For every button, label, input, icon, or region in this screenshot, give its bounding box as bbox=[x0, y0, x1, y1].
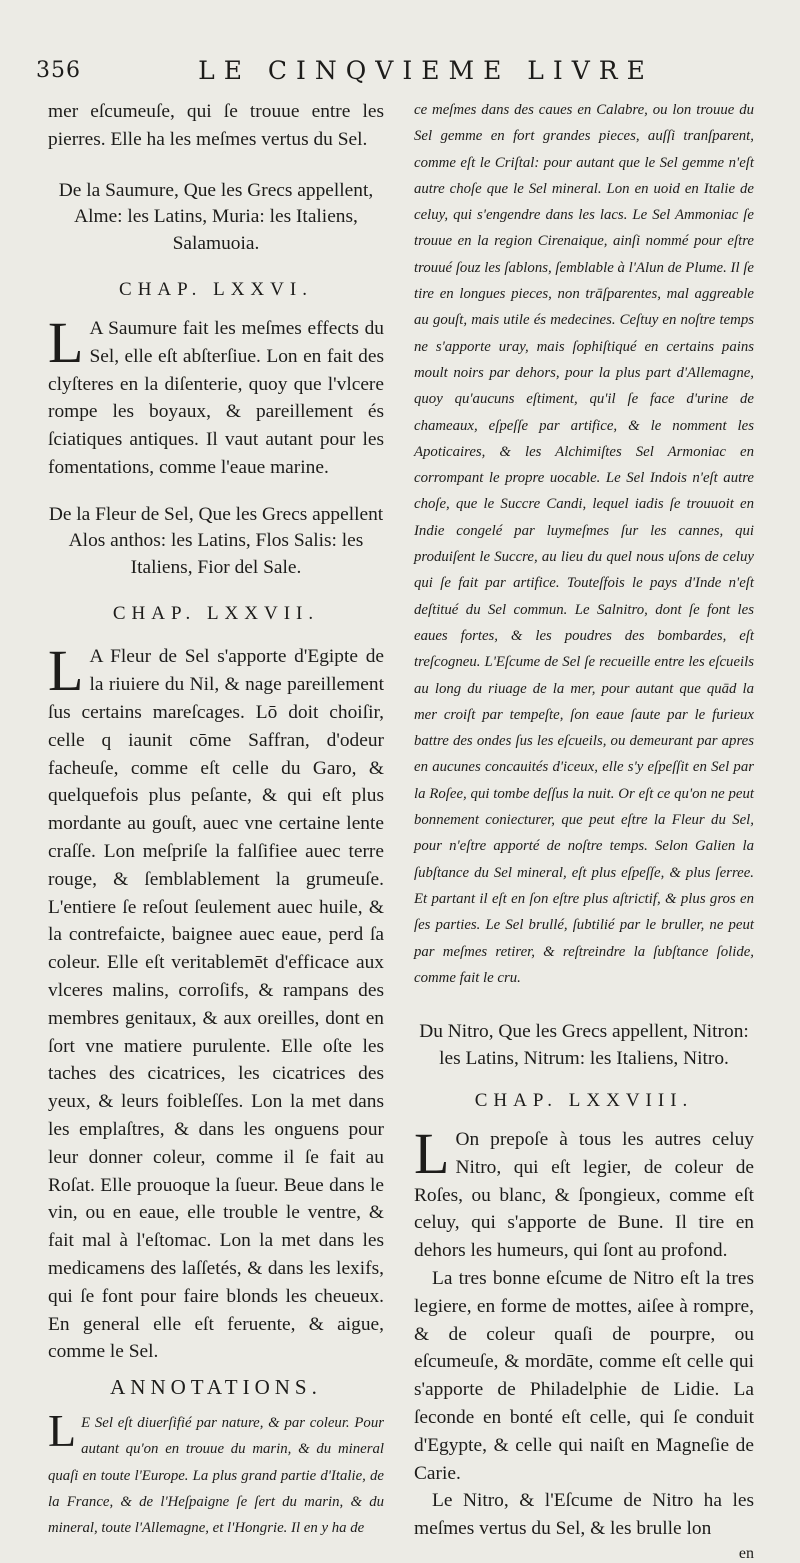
chapter-heading-77: CHAP. LXXVII. bbox=[112, 603, 320, 625]
running-title: LE CINQVIEME LIVRE bbox=[198, 56, 654, 85]
annotation-continuation: ce meſmes dans des caues en Calabre, ou lon trouue du Sel gemme en fort grandes pieces, auſſi tranſparent, comme eſt le Criſtal: pour autant que le Sel gemme n'eſt autre choſe que le Sel mineral. Lon en uoid en Italie de celuy, qui s'engendre dans les lacs. Le Sel Ammoniac ſe trouue en la region Cirenaique, ainſi nommé pour eſtre trouué ſouz les ſablons, ſemblable à l'Alun de Plume. Il ſe tire en longues pieces, non trāſparentes, mal aggreable au gouſt, mais utile és medecines. Ceſtuy en noſtre temps ne s'apporte uray, mais ſophiſtiqué en certains pains moult noirs par dehors, pour la plus part d'Allemagne, quoy qu'aucuns eſtiment, qu'il ſe face d'urine de chameaux, eſpeſſe par artifice, & le nomment les Apoticaires, & les Alchimiſtes Sel Armoniac en corrompant le propre uocable. Le Sel Indois n'eſt autre choſe, que le Succre Candi, lequel iadis ſe trouuoit en Indie congelé par luymeſmes ſur les cannes, qui produiſent le Succre, au lieu du quel nous uſons de celuy qui ſe fait par artifice. Touteſfois le pays d'Inde n'eſt deſtitué du Sel commun. Le Salnitro, dont ſe font les eaues fortes, & les poudres des bombardes, eſt treſcogneu. L'Eſcume de Sel ſe recueille entre les eſcueils au long du riuage de la mer, pour autant que quād la mer croiſt par tempeſte, ſon eaue ſaute par le furieux battre des ondes ſus les eſcueils, ou demeurant par apres en aucunes concauités d'iceux, elle s'y eſpeſſit en Sel par la Roſee, qui tombe deſſus la nuit. Or eſt ce qu'on ne peut bonnement coniecturer, que peut eſtre la Fleur du Sel, pour n'eſtre apporté de noſtre temps. Selon Galien la ſubſtance du Sel mineral, eſt plus eſpeſſe, & plus ſerree. Et partant il eſt en ſon eſtre plus aſtrictif, & plus gros en ſes parties. Le Sel brullé, ſubtilié par le bruller, ne peut par meſmes retirer, & reſtreindre la ſubſtance ſolide, comme fait le cru. bbox=[414, 102, 754, 986]
paragraph-text: A Saumure fait les meſmes effects du Sel, elle eſt abſterſiue. Lon en fait des clyſteres en la diſenterie, quoy que l'vlcere rompe les boyaux, & pareillement és ſciatiques antiques. Il vaut autant pour les fomentations, comme l'eaue marine. bbox=[48, 318, 384, 479]
paragraph-continuation: mer eſcumeuſe, qui ſe trouue entre les pierres. Elle ha les meſmes vertus du Sel. bbox=[48, 101, 384, 150]
left-column bbox=[48, 100, 384, 1542]
chapter-heading-76: CHAP. LXXVI. bbox=[119, 279, 313, 301]
paragraph-fleur-de-sel bbox=[48, 638, 384, 1366]
catchword: en bbox=[738, 1545, 754, 1563]
annotation-text: E Sel eſt diuerſifié par nature, & par coleur. Pour autant qu'on en trouue du marin, & du mineral quaſi en toute l'Europe. La plus grand partie d'Italie, de la France, & de l'Heſpaigne ſe ſert du marin, & du mineral, toute l'Allemagne, et l'Hongrie. Il en y ha de bbox=[48, 1415, 384, 1537]
paragraph-vertus: Le Nitro, & l'Eſcume de Nitro ha les meſmes vertus du Sel, & les brulle lon bbox=[414, 1490, 754, 1540]
section-title-saumure: De la Saumure, Que les Grecs appellent, Alme: les Latins, Muria: les Italiens, Salamuoia. bbox=[58, 179, 374, 254]
paragraph-text: On prepoſe à tous les autres celuy Nitro, qui eſt legier, de coleur de Roſes, ou blanc, & ſpongieux, comme eſt celuy, qui s'apporte de Bune. Il tire en dehors les humeurs, qui ſont au profond. bbox=[414, 1129, 754, 1262]
section-title-nitro: Du Nitro, Que les Grecs appellent, Nitron: les Latins, Nitrum: les Italiens, Nitro. bbox=[419, 1021, 749, 1069]
section-title-fleur-de-sel: De la Fleur de Sel, Que les Grecs appellent Alos anthos: les Latins, Flos Salis: les Italiens, Fior del Sale. bbox=[48, 503, 384, 578]
annotations-heading: ANNOTATIONS. bbox=[110, 1375, 322, 1400]
annotation-paragraph bbox=[48, 1405, 384, 1541]
paragraph-text: A Fleur de Sel s'apporte d'Egipte de la riuiere du Nil, & nage pareillement ſus certains mareſcages. Lō doit choiſir, celle q iaunit cōme Saffran, d'odeur facheuſe, comme eſt celle du Garo, & quelquefois plus peſante, & qui eſt plus mordante au gouſt, auec vne certaine lente craſſe. Lon meſpriſe la falſifiee auec terre rouge, & ſemblablement la grumeuſe. L'entiere ſe reſout ſeulement auec huile, & la contrefaicte, baignee auec eaue, perd ſa coleur. Elle eſt veritablemēt d'efficace aux vlceres malins, corroſifs, & rampans des membres genitaux, & aux oreilles, dont en ſort vne matiere purulente. Elle oſte les taches des cicatrices, les cicatrices des yeux, & leurs foibleſſes. Lon la met dans les emplaſtres, & dans les onguens pour leur donner coleur, comme il ſe fait au Roſat. Elle prouoque la ſueur. Beue dans le vin, ou en eaue, elle trouble le ventre, & fait mal à l'eſtomac. Lon la met dans les medicamens des laſſetés, & dans les lexifs, qui ſe font pour faire blonds les cheueux. En general elle eſt feruente, & aigue, comme le Sel. bbox=[48, 646, 384, 1363]
drop-cap: L bbox=[48, 638, 84, 704]
chapter-heading-78: CHAP. LXXVIII. bbox=[474, 1090, 694, 1112]
page-header bbox=[36, 58, 776, 94]
paragraph-saumure bbox=[48, 310, 384, 482]
page-number: 356 bbox=[36, 58, 81, 83]
drop-cap: L bbox=[48, 310, 84, 376]
drop-cap: L bbox=[48, 1405, 77, 1457]
drop-cap: L bbox=[414, 1121, 450, 1187]
right-column bbox=[414, 100, 754, 1563]
paragraph-nitro bbox=[414, 1121, 754, 1265]
paragraph-escume-de-nitro: La tres bonne eſcume de Nitro eſt la tres legiere, en forme de mottes, aiſee à rompre, & de coleur quaſi de pourpre, ou eſcumeuſe, & mordāte, comme eſt celle qui s'apporte de Philadelphie de Lidie. La ſeconde en bonté eſt celle, qui ſe conduit d'Egypte, & celle qui naiſt en Magneſie de Carie. bbox=[414, 1268, 754, 1484]
